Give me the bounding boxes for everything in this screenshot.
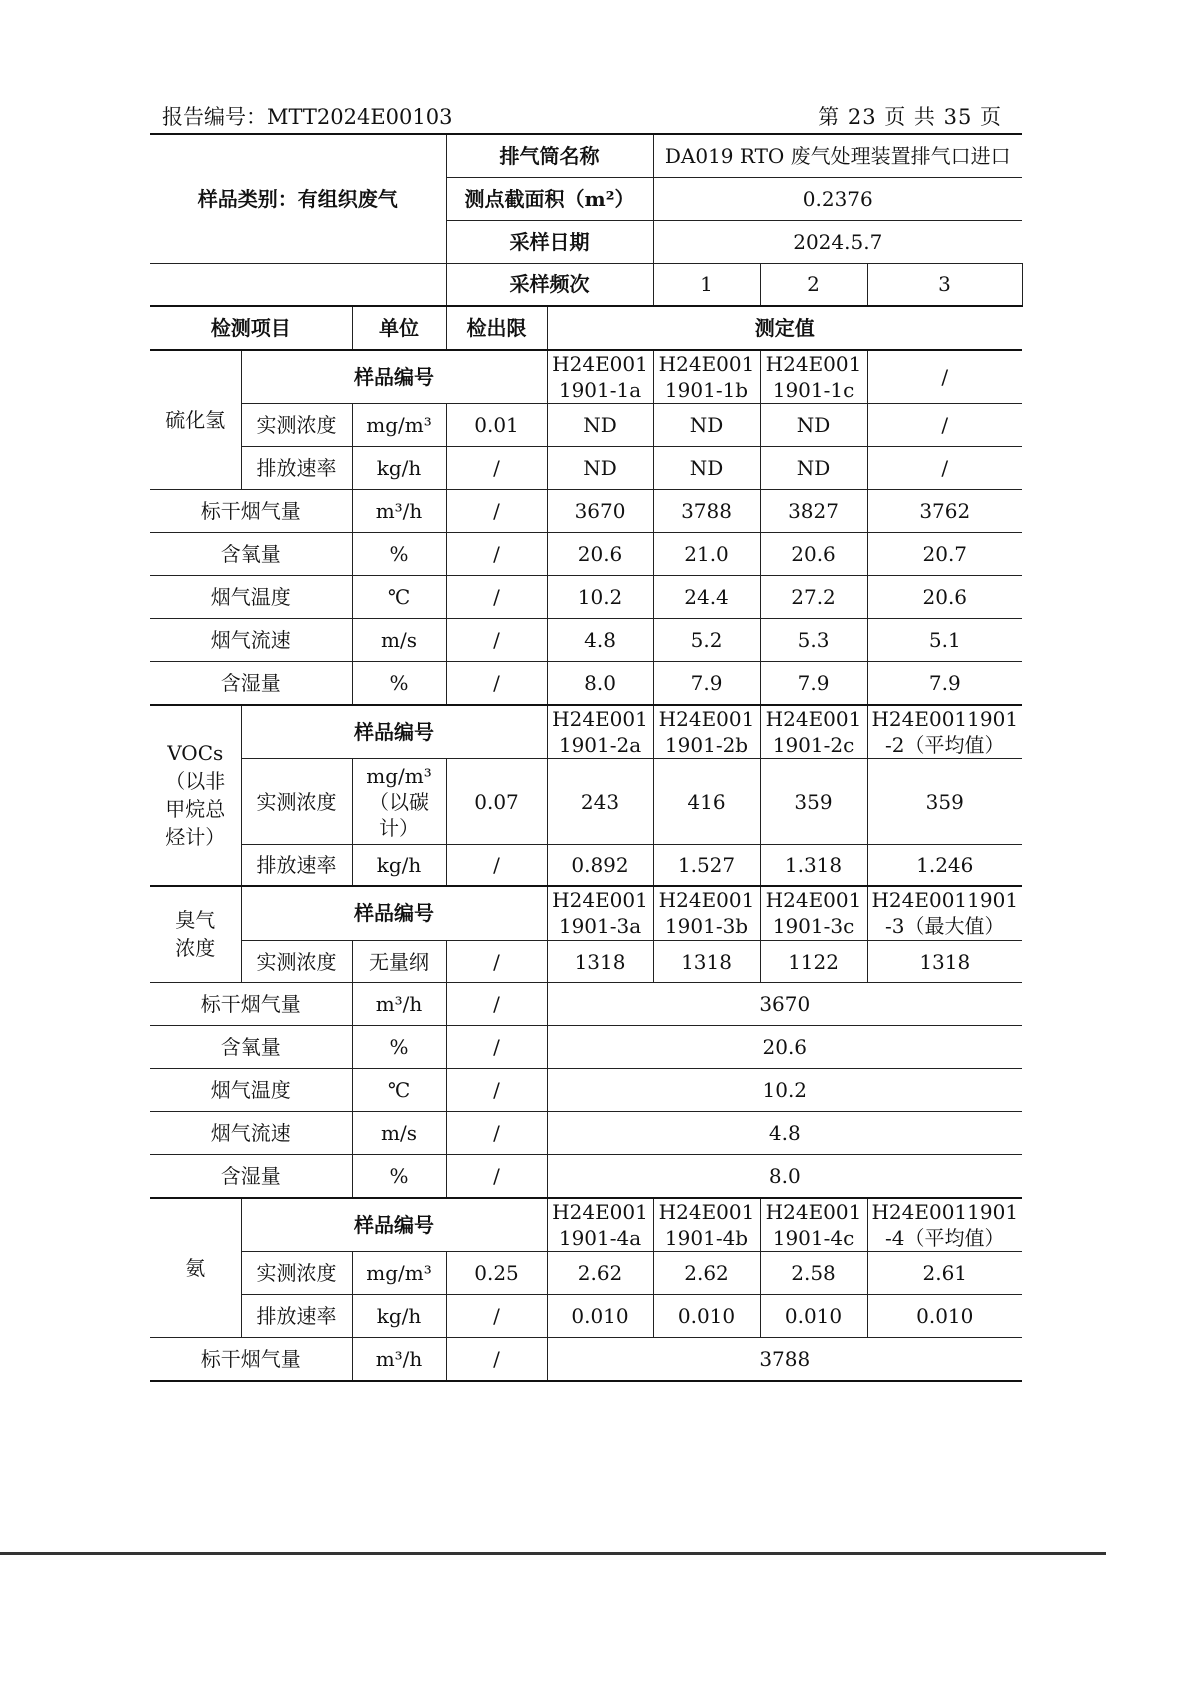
sample-no-label: 样品编号 [241,1198,547,1252]
param-unit: % [352,533,446,576]
conc-unit: 无量纲 [352,941,446,983]
param-value: 3670 [547,983,1022,1026]
param-value: 21.0 [653,533,760,576]
param-value: 3788 [653,490,760,533]
sample-no: H24E001 1901-4c [760,1198,867,1252]
conc-limit: 0.01 [446,404,547,447]
param-limit: / [446,983,547,1026]
param-limit: / [446,619,547,662]
rate-value: ND [547,447,653,490]
item-name-h2s: 硫化氢 [150,350,241,490]
param-limit: / [446,1112,547,1155]
conc-value: 416 [653,759,760,845]
conc-unit: mg/m³ [352,404,446,447]
col-header-value: 测定值 [547,306,1022,350]
param-limit: / [446,576,547,619]
rate-value: 0.010 [867,1295,1022,1338]
conc-value: / [867,404,1022,447]
rate-limit: / [446,447,547,490]
item-name-vocs: VOCs （以非 甲烷总 烃计） [150,705,241,886]
rate-value: 0.010 [760,1295,867,1338]
param-value: 3762 [867,490,1022,533]
conc-value: 2.62 [547,1252,653,1295]
conc-value: 1122 [760,941,867,983]
rate-value: 0.010 [547,1295,653,1338]
param-name: 含湿量 [150,1155,352,1198]
conc-limit: 0.25 [446,1252,547,1295]
param-value: 20.6 [547,533,653,576]
sample-no: H24E0011901 -2（平均值） [867,705,1022,759]
rate-label: 排放速率 [241,845,352,886]
page-indicator: 第 23 页 共 35 页 [818,105,1002,129]
conc-value: ND [653,404,760,447]
param-unit: m³/h [352,490,446,533]
sample-no: H24E001 1901-1c [760,350,867,404]
sampling-date-label: 采样日期 [446,220,653,263]
rate-value: ND [653,447,760,490]
param-value: 4.8 [547,1112,1022,1155]
conc-value: 2.61 [867,1252,1022,1295]
param-value: 5.3 [760,619,867,662]
param-limit: / [446,490,547,533]
sample-no: H24E001 1901-4b [653,1198,760,1252]
param-name: 烟气流速 [150,1112,352,1155]
sample-no-label: 样品编号 [241,350,547,404]
param-value: 8.0 [547,1155,1022,1198]
rate-unit: kg/h [352,1295,446,1338]
param-value: 5.1 [867,619,1022,662]
col-header-item: 检测项目 [150,306,352,350]
param-value: 7.9 [867,662,1022,705]
param-limit: / [446,1155,547,1198]
param-name: 烟气温度 [150,1069,352,1112]
param-unit: m³/h [352,983,446,1026]
sampling-date-value: 2024.5.7 [653,220,1022,263]
conc-unit: mg/m³ （以碳 计） [352,759,446,845]
rate-label: 排放速率 [241,1295,352,1338]
param-value: 20.6 [867,576,1022,619]
frequency-value: 2 [760,263,867,306]
sample-no: H24E001 1901-2c [760,705,867,759]
param-unit: m³/h [352,1338,446,1381]
col-header-limit: 检出限 [446,306,547,350]
sample-no: H24E0011901 -3（最大值） [867,886,1022,941]
test-results-table [150,133,1022,1382]
sample-no: H24E001 1901-3a [547,886,653,941]
conc-value: 1318 [653,941,760,983]
sample-no: / [867,350,1022,404]
param-value: 10.2 [547,1069,1022,1112]
param-value: 20.6 [547,1026,1022,1069]
param-value: 20.7 [867,533,1022,576]
area-label: 测点截面积（m²） [446,177,653,220]
stack-name-value: DA019 RTO 废气处理装置排气口进口 [653,134,1022,177]
param-name: 标干烟气量 [150,1338,352,1381]
param-value: 8.0 [547,662,653,705]
param-unit: % [352,1155,446,1198]
rate-limit: / [446,845,547,886]
param-unit: % [352,1026,446,1069]
param-unit: m/s [352,619,446,662]
conc-label: 实测浓度 [241,759,352,845]
report-number: 报告编号：MTT2024E00103 [162,105,453,129]
param-value: 7.9 [653,662,760,705]
param-value: 20.6 [760,533,867,576]
rate-value: 0.010 [653,1295,760,1338]
conc-limit: / [446,941,547,983]
sample-no: H24E001 1901-3c [760,886,867,941]
conc-value: 1318 [867,941,1022,983]
rate-limit: / [446,1295,547,1338]
rate-value: 1.527 [653,845,760,886]
rate-value: / [867,447,1022,490]
param-name: 含湿量 [150,662,352,705]
sample-category: 样品类别：有组织废气 [150,134,446,263]
col-header-unit: 单位 [352,306,446,350]
param-limit: / [446,1069,547,1112]
param-value: 3788 [547,1338,1022,1381]
param-value: 24.4 [653,576,760,619]
param-name: 标干烟气量 [150,490,352,533]
sample-no: H24E001 1901-2a [547,705,653,759]
rate-unit: kg/h [352,447,446,490]
conc-value: ND [547,404,653,447]
param-unit: ℃ [352,1069,446,1112]
conc-value: 359 [760,759,867,845]
conc-label: 实测浓度 [241,941,352,983]
param-unit: ℃ [352,576,446,619]
report-header [150,102,1020,132]
conc-label: 实测浓度 [241,1252,352,1295]
sample-no: H24E001 1901-4a [547,1198,653,1252]
param-value: 5.2 [653,619,760,662]
sample-no: H24E0011901 -4（平均值） [867,1198,1022,1252]
sample-no-label: 样品编号 [241,705,547,759]
param-unit: m/s [352,1112,446,1155]
conc-value: 243 [547,759,653,845]
param-name: 烟气流速 [150,619,352,662]
sample-no: H24E001 1901-3b [653,886,760,941]
frequency-value: 3 [867,263,1022,306]
sample-no: H24E001 1901-2b [653,705,760,759]
page-bottom-edge [0,1552,1106,1555]
param-value: 3670 [547,490,653,533]
rate-value: 0.892 [547,845,653,886]
param-limit: / [446,1026,547,1069]
param-limit: / [446,662,547,705]
stack-name-label: 排气筒名称 [446,134,653,177]
sample-no-label: 样品编号 [241,886,547,941]
item-name-nh3: 氨 [150,1198,241,1338]
rate-value: ND [760,447,867,490]
sample-no: H24E001 1901-1b [653,350,760,404]
param-value: 7.9 [760,662,867,705]
rate-value: 1.318 [760,845,867,886]
conc-value: 2.58 [760,1252,867,1295]
area-value: 0.2376 [653,177,1022,220]
param-name: 烟气温度 [150,576,352,619]
param-limit: / [446,1338,547,1381]
conc-value: 359 [867,759,1022,845]
param-unit: % [352,662,446,705]
param-value: 10.2 [547,576,653,619]
item-name-odor: 臭气 浓度 [150,886,241,983]
param-name: 含氧量 [150,533,352,576]
param-value: 3827 [760,490,867,533]
conc-value: 1318 [547,941,653,983]
frequency-value: 1 [653,263,760,306]
rate-value: 1.246 [867,845,1022,886]
param-value: 27.2 [760,576,867,619]
conc-value: ND [760,404,867,447]
sample-no: H24E001 1901-1a [547,350,653,404]
param-name: 含氧量 [150,1026,352,1069]
param-value: 4.8 [547,619,653,662]
param-limit: / [446,533,547,576]
rate-unit: kg/h [352,845,446,886]
conc-unit: mg/m³ [352,1252,446,1295]
conc-limit: 0.07 [446,759,547,845]
rate-label: 排放速率 [241,447,352,490]
param-name: 标干烟气量 [150,983,352,1026]
conc-value: 2.62 [653,1252,760,1295]
conc-label: 实测浓度 [241,404,352,447]
frequency-label: 采样频次 [446,263,653,306]
